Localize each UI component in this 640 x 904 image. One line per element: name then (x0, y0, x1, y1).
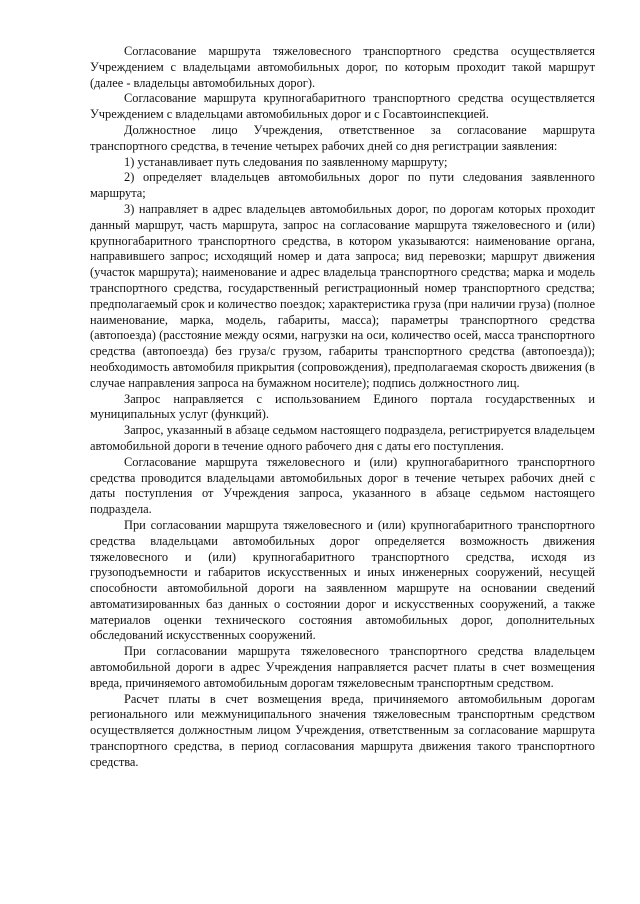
paragraph-11: При согласовании маршрута тяжеловесного транспортного средства владельцем автомобильной дороги в адрес Учреждения направляется расчет платы в счет возмещения вреда, причиняемого автомобильным дорогам тяжеловесным транспортным средством. (90, 644, 595, 690)
paragraph-10: При согласовании маршрута тяжеловесного и (или) крупногабаритного транспортного средства владельцами автомобильных дорог определяется возможность движения тяжеловесного и (или) крупногабаритного транспортного средства, исходя из грузоподъемности и габаритов искусственных и иных инженерных сооружений, несущей способности автомобильной дороги на заявленном маршруте на основании сведений автоматизированных баз данных о состоянии дорог и искусственных сооружений, а также материалов оценки технического состояния автомобильных дорог, дополнительных обследований искусственных сооружений. (90, 517, 595, 643)
list-item-1: 1) устанавливает путь следования по заявленному маршруту; (124, 154, 448, 169)
paragraph-8: Запрос, указанный в абзаце седьмом настоящего подраздела, регистрируется владельцем автомобильной дороги в течение одного рабочего дня с даты его поступления. (90, 423, 595, 453)
paragraph-12: Расчет платы в счет возмещения вреда, причиняемого автомобильным дорогам регионального или межмуниципального значения тяжеловесным транспортным средством осуществляется должностным лицом Учреждения, ответственным за согласование маршрута транспортного средства, в период согласования маршрута движения такого транспортного средства. (90, 691, 595, 769)
document-page (90, 44, 595, 771)
paragraph-2: Согласование маршрута крупногабаритного транспортного средства осуществляется Учреждением с владельцами автомобильных дорог и с Госавтоинспекцией. (90, 91, 595, 122)
paragraph-9: Согласование маршрута тяжеловесного и (или) крупногабаритного транспортного средства проводится владельцами автомобильных дорог в течение четырех рабочих дней с даты поступления от Учреждения запроса, указанного в абзаце седьмом настоящего подраздела. (90, 454, 595, 517)
paragraph-1: Согласование маршрута тяжеловесного транспортного средства осуществляется Учреждением с владельцами автомобильных дорог, по которым проходит такой маршрут (далее - владельцы автомобильных дорог). (90, 44, 595, 90)
paragraph-7: Запрос направляется с использованием Единого портала государственных и муниципальных услуг (функций). (90, 391, 595, 422)
list-item-2: 2) определяет владельцев автомобильных дорог по пути следования заявленного маршрута; (90, 170, 595, 201)
paragraph-3: Должностное лицо Учреждения, ответственное за согласование маршрута транспортного средства, в течение четырех рабочих дней со дня регистрации заявления: (90, 122, 595, 153)
list-item-3: 3) направляет в адрес владельцев автомобильных дорог, по дорогам которых проходит данный маршрут, часть маршрута, запрос на согласование маршрута тяжеловесного и (или) крупногабаритного транспортного средства, в котором указываются: наименование органа, направившего запрос; исходящий номер и дата запроса; вид перевозки; маршрут движения (участок маршрута); наименование и адрес владельца транспортного средства; марка и модель транспортного средства, государственный регистрационный номер транспортного средства; предполагаемый срок и количество поездок; характеристика груза (при наличии груза) (полное наименование, марка, модель, габариты, масса); параметры транспортного средства (автопоезда) (расстояние между осями, нагрузки на оси, количество осей, масса транспортного средства (автопоезда) без груза/с грузом, габариты транспортного средства (автопоезда)); необходимость автомобиля прикрытия (сопровождения), предполагаемая скорость движения (в случае направления запроса на бумажном носителе); подпись должностного лиц. (90, 201, 595, 390)
